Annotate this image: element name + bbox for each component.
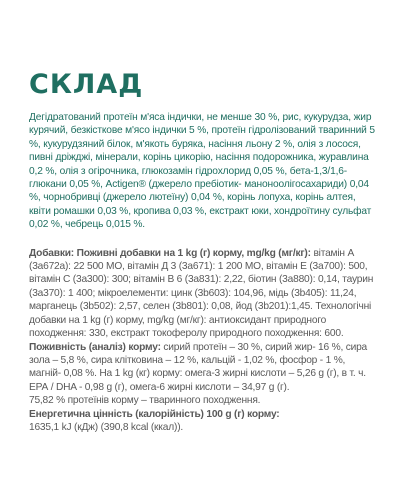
analysis-paragraph <box>29 341 378 395</box>
analysis-label: Поживність (аналіз) корму: <box>29 341 161 353</box>
additives-label: Добавки: Поживні добавки на 1 kg (г) корму, mg/kg (мг/кг): <box>29 247 311 259</box>
energy-label: Енергетична цінність (калорійність) 100 g (г) корму: <box>29 408 280 420</box>
energy-value: 1635,1 kJ (кДж) (390,8 kcal (ккал)). <box>29 421 184 433</box>
additives-paragraph <box>29 247 378 341</box>
composition-text: Дегідратований протеїн м'яса індички, не менше 30 %, рис, кукурудза, жир курячий, безкісткове м'ясо індички 5 %, протеїн гідролізований тваринний 5 %, кукурудзяний білок, м'якоть буряка, насіння льону 2 %, олія з лосося, пивні дріжджі, мінерали, корінь цикорію, насіння подорожника, журавлина 0,2 %, олія з огірочника, глюкозамін гідрохлорид 0,05 %, бета-1,3/1,6-глюкани 0,05 %, Actigen® (джерело пребіотик- маноноолігосахариди) 0,04 %, чорнобривці (джерело лютеїну) 0,04 %, корінь лопуха, корінь алтея, квіти ромашки 0,03 %, кропива 0,03 %, екстракт юки, хондроїтину сульфат 0,02 %, чебрець 0,015 %. <box>29 112 375 231</box>
additives-text: вітамін А (3а672а): 22 500 МО, вітамін Д 3 (3а671): 1 200 МО, вітамін Е (3а700): 500, вітамін С (3а300): 300; вітамін В 6 (3а831): 2,22, біотин (3а880): 0,14, таурин (3а370): 1 400; мікроелементи: цинк (3b603): 104,96, мідь (3b405): 11,24, марганець (3b502): 2,57, селен (3b801): 0,08, йод (3b201):1,45. Технологічні добавки на 1 kg (г) корму, mg/kg (мг/кг): антиоксидант природного походження: 330, екстракт токоферолу природного походження: 600. <box>29 247 374 340</box>
analysis-text: сирий протеїн – 30 %, сирий жир- 16 %, сира зола – 5,8 %, сира клітковина – 12 %, кальцій - 1,02 %, фосфор - 1 %, магній- 0,08 %. На 1 kg (кг) корму: омега-3 жирні кислоти – 5,26 g (г), в т. ч. ЕРА / DHA - 0,98 g (г), омега-6 жирні кислоти – 34,97 g (г). <box>29 341 368 393</box>
additives-block <box>29 247 378 435</box>
section-title: СКЛАД <box>29 69 144 100</box>
energy-paragraph <box>29 408 378 421</box>
protein-note: 75,82 % протеїнів корму – тваринного походження. <box>29 395 261 407</box>
